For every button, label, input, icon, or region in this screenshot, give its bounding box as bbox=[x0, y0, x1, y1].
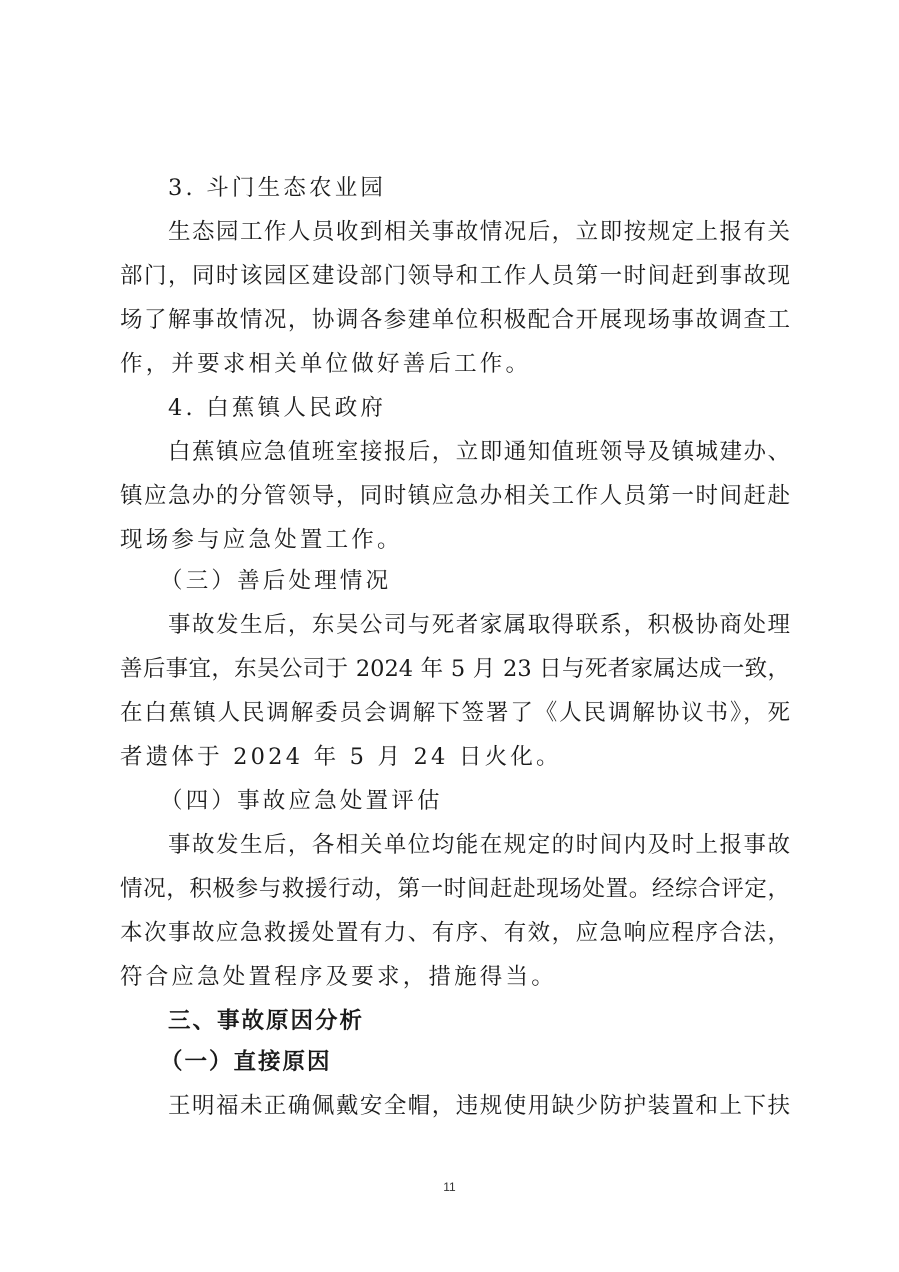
paragraph-line: 王明福未正确佩戴安全帽，违规使用缺少防护装置和上下扶 bbox=[168, 1093, 790, 1119]
paragraph-line: 事故发生后，东吴公司与死者家属取得联系，积极协商处理 bbox=[168, 612, 790, 638]
paragraph-line: 符合应急处置程序及要求，措施得当。 bbox=[120, 964, 557, 990]
paragraph-line: 场了解事故情况，协调各参建单位积极配合开展现场事故调查工 bbox=[120, 307, 790, 333]
paragraph-line: 生态园工作人员收到相关事故情况后，立即按规定上报有关 bbox=[168, 219, 790, 245]
paragraph-line: 镇应急办的分管领导，同时镇应急办相关工作人员第一时间赶赴 bbox=[120, 483, 790, 509]
page-number: 11 bbox=[443, 1180, 456, 1194]
chapter-heading-cause-analysis: 三、事故原因分析 bbox=[168, 1008, 365, 1034]
paragraph-line: 者遗体于 2024 年 5 月 24 日火化。 bbox=[120, 744, 562, 770]
subheading-doumen-eco-park: 3. 斗门生态农业园 bbox=[168, 175, 387, 201]
paragraph-line: 本次事故应急救援处置有力、有序、有效，应急响应程序合法， bbox=[120, 920, 790, 946]
paragraph-line: 现场参与应急处置工作。 bbox=[120, 527, 403, 553]
section-heading-aftermath: （三）善后处理情况 bbox=[160, 568, 392, 594]
paragraph-line: 部门，同时该园区建设部门领导和工作人员第一时间赶到事故现 bbox=[120, 263, 790, 289]
paragraph-line: 善后事宜，东吴公司于 2024 年 5 月 23 日与死者家属达成一致， bbox=[120, 656, 790, 682]
subheading-baijiao-government: 4. 白蕉镇人民政府 bbox=[168, 395, 387, 421]
paragraph-line: 作，并要求相关单位做好善后工作。 bbox=[120, 351, 532, 377]
section-heading-direct-cause: （一）直接原因 bbox=[160, 1049, 332, 1075]
paragraph-line: 事故发生后，各相关单位均能在规定的时间内及时上报事故 bbox=[168, 832, 790, 858]
section-heading-emergency-evaluation: （四）事故应急处置评估 bbox=[160, 788, 443, 814]
paragraph-line: 情况，积极参与救援行动，第一时间赶赴现场处置。经综合评定， bbox=[120, 876, 790, 902]
paragraph-line: 白蕉镇应急值班室接报后，立即通知值班领导及镇城建办、 bbox=[168, 439, 790, 465]
paragraph-line: 在白蕉镇人民调解委员会调解下签署了《人民调解协议书》，死 bbox=[120, 700, 790, 726]
